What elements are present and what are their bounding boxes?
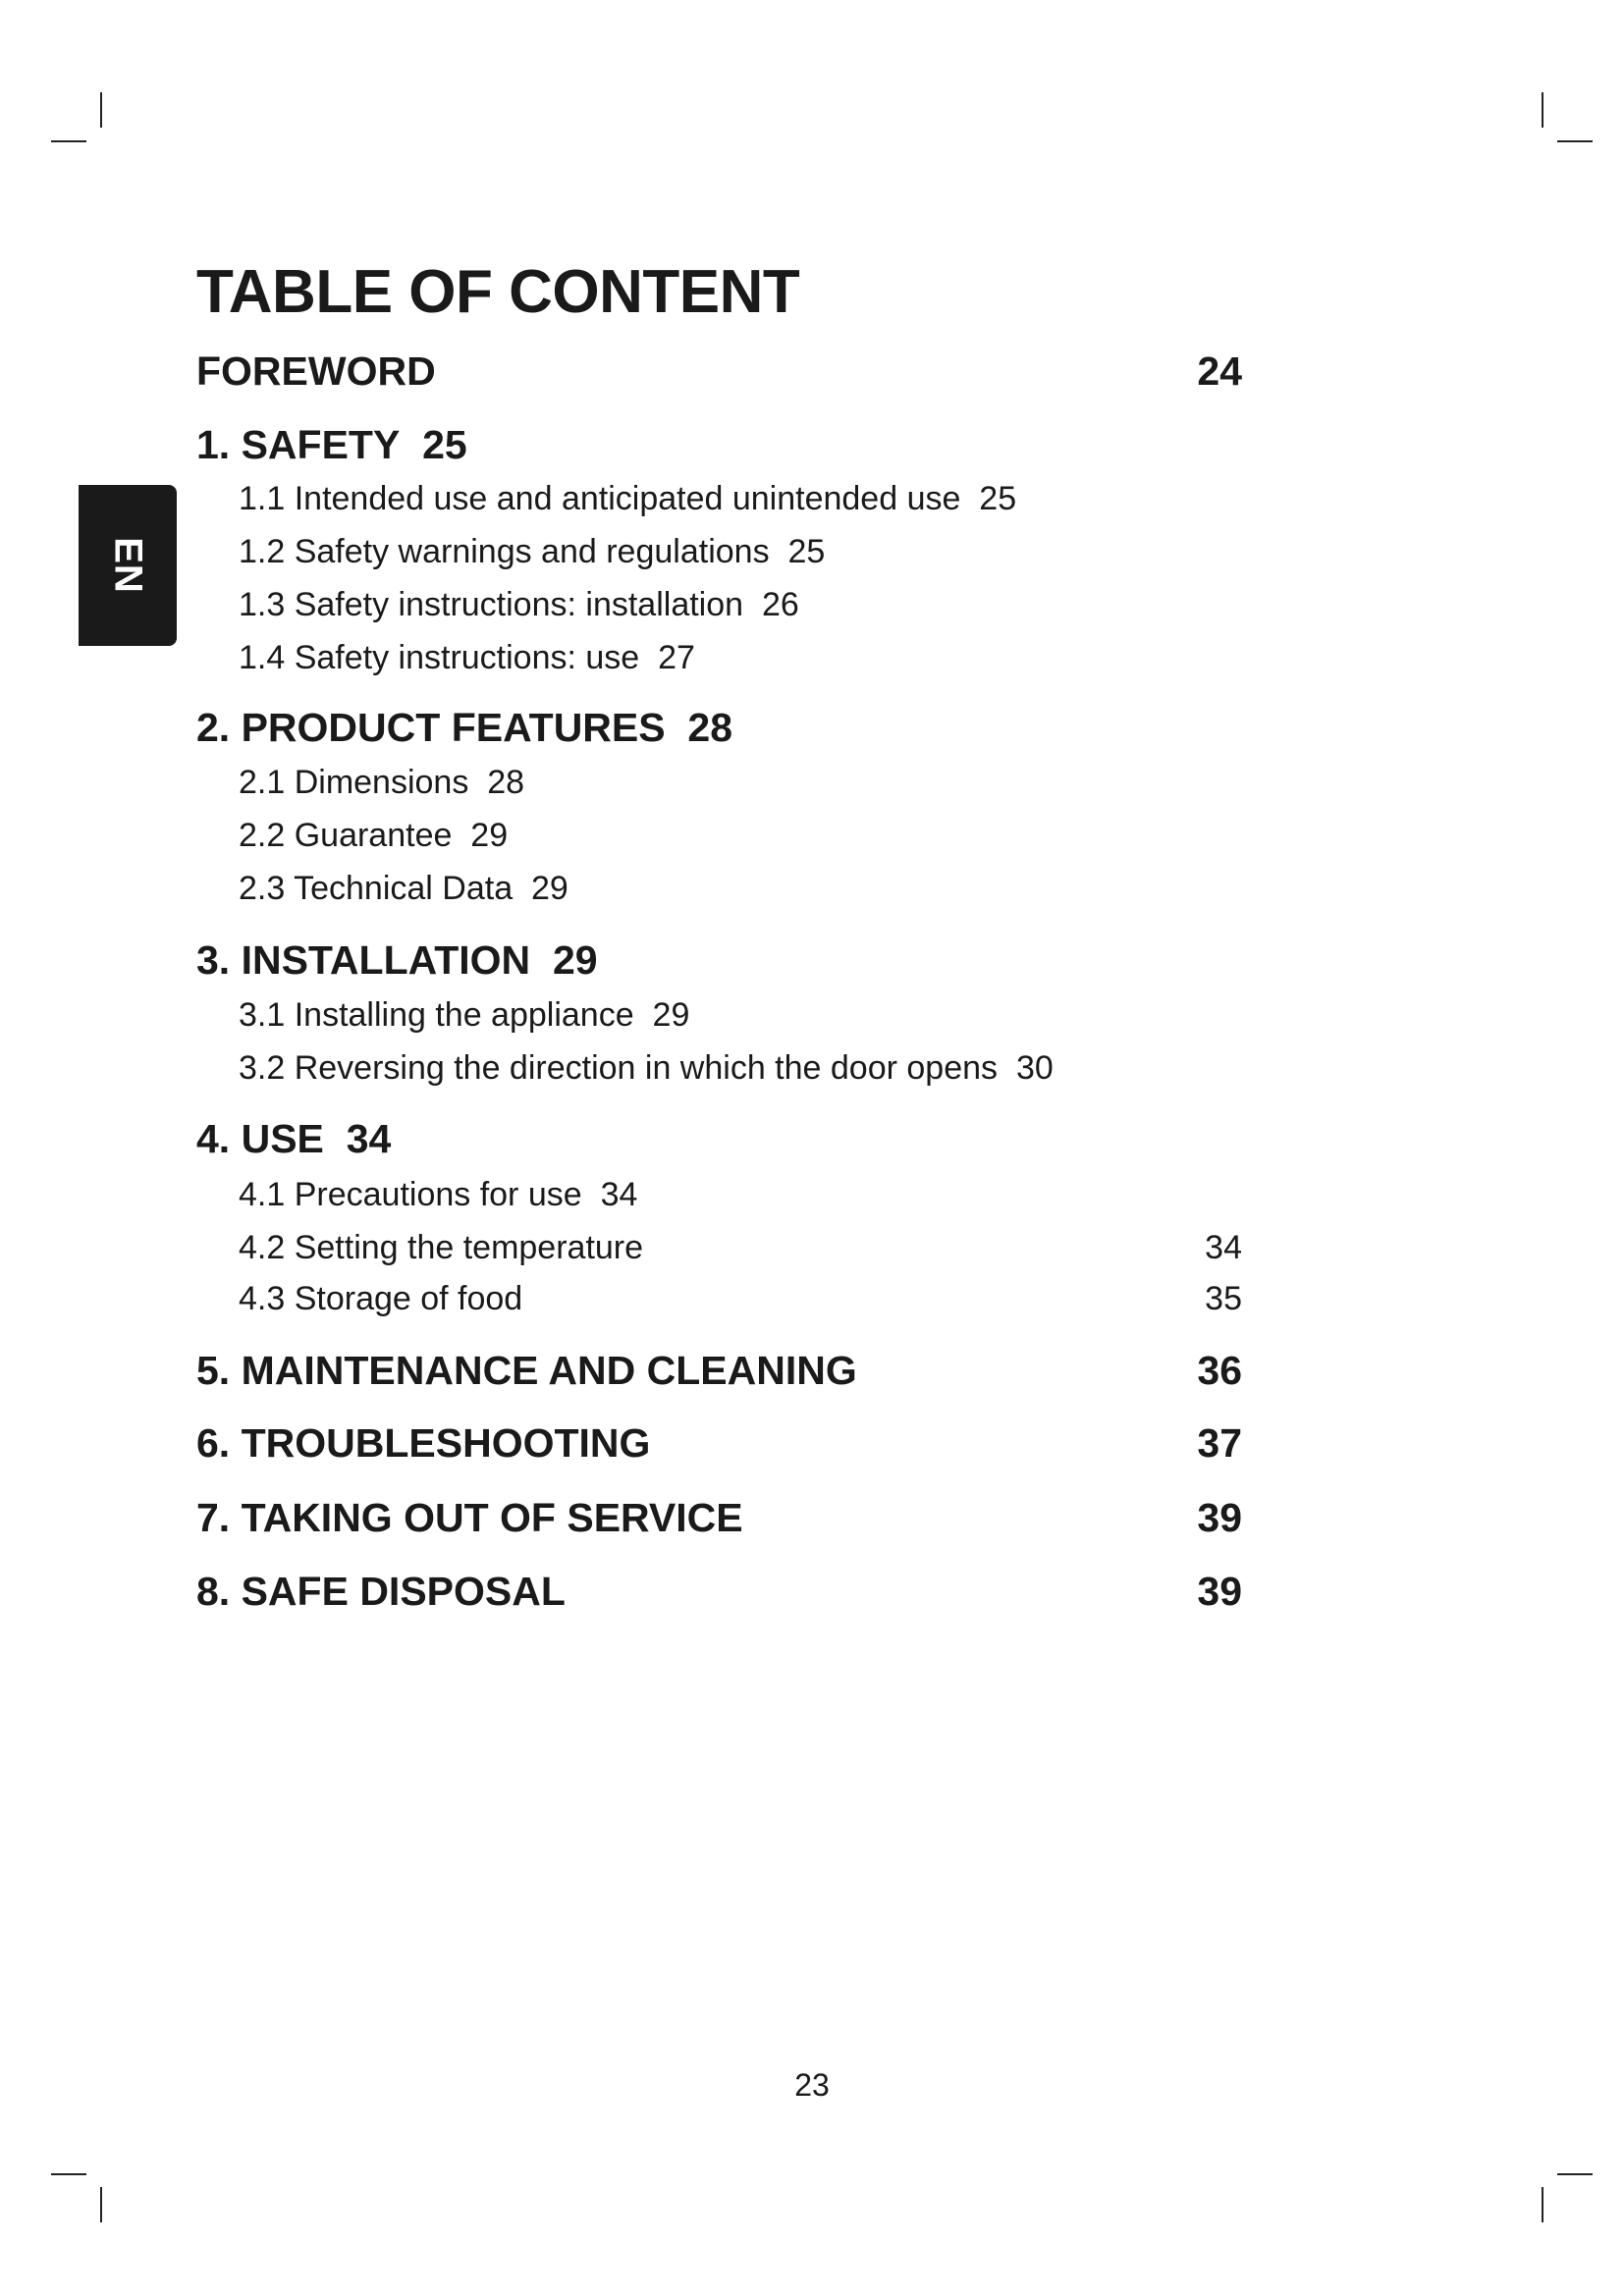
toc-item-page: 25 xyxy=(979,480,1017,517)
toc-item-label: 1.4 Safety instructions: use xyxy=(239,639,640,676)
toc-item xyxy=(239,586,799,624)
crop-mark xyxy=(100,92,102,128)
toc-section-label: 5. MAINTENANCE AND CLEANING xyxy=(196,1348,857,1393)
toc-item xyxy=(239,533,825,571)
toc-item xyxy=(239,480,1016,518)
toc-item xyxy=(239,817,508,855)
toc-item xyxy=(239,1049,1054,1088)
toc-item-label: 1.1 Intended use and anticipated unintended use xyxy=(239,480,961,517)
toc-item xyxy=(239,870,568,908)
toc-item-label: 4.3 Storage of food xyxy=(239,1280,523,1317)
toc-item-label: 4.1 Precautions for use xyxy=(239,1176,582,1213)
toc-section-page: 36 xyxy=(1197,1348,1242,1393)
crop-mark xyxy=(51,140,86,142)
toc-item-label: 1.2 Safety warnings and regulations xyxy=(239,533,770,570)
toc-section-page: 39 xyxy=(1197,1495,1242,1540)
crop-mark xyxy=(1557,2173,1593,2175)
toc-section-page: 25 xyxy=(422,422,467,467)
toc-section-page: 39 xyxy=(1197,1569,1242,1614)
toc-item-page: 29 xyxy=(652,996,690,1034)
toc-item-page: 29 xyxy=(531,870,568,907)
toc-foreword-page: 24 xyxy=(1197,348,1242,394)
crop-mark xyxy=(51,2173,86,2175)
toc-item-page: 29 xyxy=(470,817,509,854)
toc-section-label: 4. USE xyxy=(196,1116,324,1161)
toc-section-page: 28 xyxy=(687,705,733,750)
language-tab-label: EN xyxy=(106,537,150,594)
page-title: TABLE OF CONTENT xyxy=(196,258,800,326)
crop-mark xyxy=(1542,92,1543,128)
toc-item-page: 25 xyxy=(787,533,826,570)
toc-item-label: 3.1 Installing the appliance xyxy=(239,996,634,1034)
crop-mark xyxy=(1542,2187,1543,2222)
crop-mark xyxy=(100,2187,102,2222)
toc-item-page: 30 xyxy=(1015,1049,1054,1087)
toc-section-page: 37 xyxy=(1197,1420,1242,1466)
toc-section-heading xyxy=(196,937,598,984)
toc-item-page: 35 xyxy=(1205,1280,1242,1317)
toc-section-label: 1. SAFETY xyxy=(196,422,401,467)
toc-item xyxy=(239,639,695,677)
toc-item-page: 28 xyxy=(487,764,525,801)
toc-item-label: 3.2 Reversing the direction in which the door opens xyxy=(239,1049,999,1087)
toc-item-page: 34 xyxy=(600,1176,638,1213)
toc-section-page: 34 xyxy=(346,1116,392,1161)
toc-foreword-label: FOREWORD xyxy=(196,348,436,394)
toc-section-page: 29 xyxy=(552,937,598,983)
toc-item xyxy=(239,764,524,802)
toc-item-page: 26 xyxy=(761,586,799,623)
toc-item-label: 4.2 Setting the temperature xyxy=(239,1229,644,1266)
toc-section-heading xyxy=(196,422,467,468)
toc-item-page: 34 xyxy=(1205,1229,1242,1266)
toc-item xyxy=(239,1176,637,1214)
page-number: 23 xyxy=(794,2067,830,2103)
toc-item xyxy=(239,996,689,1035)
toc-item-page: 27 xyxy=(658,639,695,676)
toc-section-label: 2. PRODUCT FEATURES xyxy=(196,705,666,750)
toc-item-label: 1.3 Safety instructions: installation xyxy=(239,586,744,623)
language-tab xyxy=(79,485,177,646)
toc-section-label: 6. TROUBLESHOOTING xyxy=(196,1420,651,1466)
toc-section-heading xyxy=(196,705,732,751)
toc-section-label: 7. TAKING OUT OF SERVICE xyxy=(196,1495,743,1540)
toc-item-label: 2.3 Technical Data xyxy=(239,870,514,907)
crop-mark xyxy=(1557,140,1593,142)
toc-item-label: 2.2 Guarantee xyxy=(239,817,453,854)
toc-item-label: 2.1 Dimensions xyxy=(239,764,469,801)
toc-section-label: 8. SAFE DISPOSAL xyxy=(196,1569,566,1614)
toc-section-heading xyxy=(196,1116,391,1162)
toc-section-label: 3. INSTALLATION xyxy=(196,937,531,983)
